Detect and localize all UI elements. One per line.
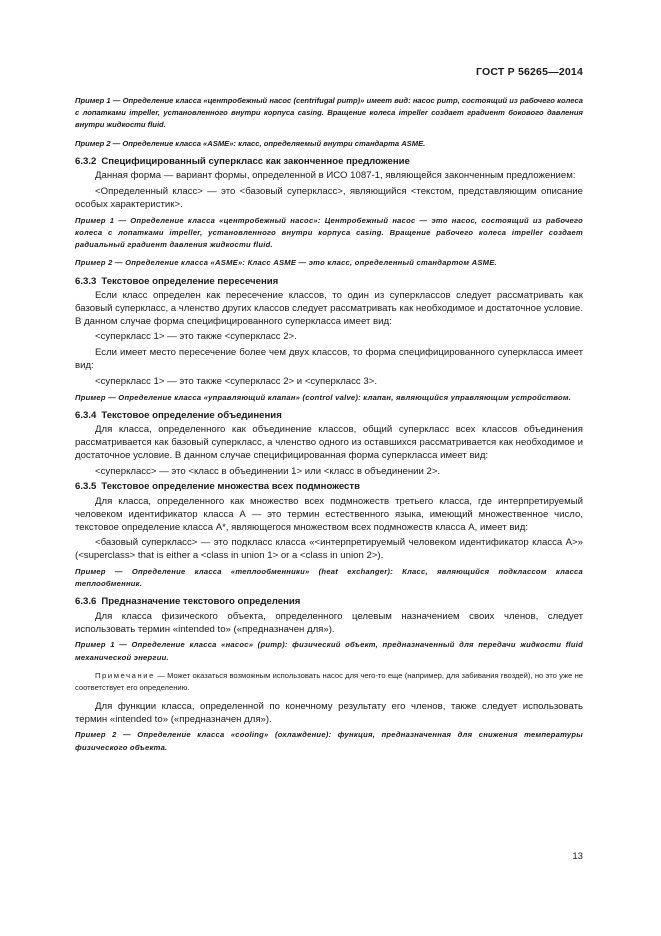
note-text: — Может оказаться возможным использовать насос для чего-то еще (например, для забивания гвоздей), но это уже не соответствует его определению. xyxy=(75,670,583,692)
example-text: Пример 1 — Определение класса «центробежный насос»: Центробежный насос — это насос, состоящий из рабочего колеса с лопатками impeller, установленного внутри корпуса casing. Вращение рабочего колеса impeller создает радиальный градиент давления жидкости fluid. xyxy=(75,215,583,250)
paragraph: <суперкласс> — это <класс в объединении 1> или <класс в объединении 2>. xyxy=(95,465,441,477)
paragraph: Если имеет место пересечение более чем двух классов, то форма специфицированного суперкласса имеет вид: xyxy=(75,347,583,371)
section-number: 6.3.2 xyxy=(75,155,97,167)
note-label: Примечание xyxy=(95,670,155,680)
section-number: 6.3.3 xyxy=(75,275,97,287)
page-number: 13 xyxy=(572,851,583,862)
section-number: 6.3.5 xyxy=(75,481,97,493)
paragraph: <суперкласс 1> — это также <суперкласс 2>. xyxy=(95,331,297,343)
example-text: Пример 2 — Определение класса «cooling» (охлаждение): функция, предназначенная для снижения температуры физического объекта. xyxy=(75,730,583,752)
section-title: Предназначение текстового определения xyxy=(101,596,301,608)
section-heading xyxy=(75,156,583,169)
section-heading xyxy=(75,481,583,494)
paragraph: <Определенный класс> — это <базовый суперкласс>, являющийся <текстом, представляющим описание особых характеристик>. xyxy=(75,186,583,210)
paragraph: Для класса, определенного как множество всех подмножеств третьего класса, где интерпретируемый человеком идентификатор класса А — это термин естественного языка, имеющий множественное число, текстовое определение класса А*, являющегося множеством всех подмножеств класса А, имеет вид: xyxy=(75,495,583,533)
section-title: Специфицированный суперкласс как законченное предложение xyxy=(101,155,410,167)
section-title: Текстовое определение пересечения xyxy=(101,275,279,287)
section-number: 6.3.6 xyxy=(75,596,97,608)
section-title: Текстовое определение объединения xyxy=(101,409,282,421)
example-text: Пример — Определение класса «управляющий клапан» (control valve): клапан, являющийся управляющим устройством. xyxy=(75,392,572,402)
paragraph: <базовый суперкласс> — это подкласс класса «<интерпретируемый человеком идентификатор класса А>» (<superclass> that is either a <class in union 1> or a <class in union 2>). xyxy=(75,537,583,562)
paragraph: Если класс определен как пересечение классов, то один из суперклассов следует рассматривать как базовый суперкласс, а членство других классов следует рассматривать как необходимое и достаточное условие. В данном случае форма специфицированного суперкласса имеет вид: xyxy=(75,290,583,327)
section-heading xyxy=(75,276,583,289)
section-heading xyxy=(75,596,583,609)
paragraph: Данная форма — вариант формы, определенной в ИСО 1087-1, являющейся законченным предложением: xyxy=(95,170,576,182)
paragraph: Для класса, определенного как объединение классов, общий суперкласс всех классов объединения рассматривается как базовый суперкласс, а членство одного из оставшихся рассматривается как необходимое и достаточное условие. В данном случае специфицированная форма суперкласса имеет вид: xyxy=(75,424,583,461)
note xyxy=(75,670,583,694)
section-title: Текстовое определение множества всех подмножеств xyxy=(101,481,360,493)
paragraph: Для функции класса, определенной по конечному результату его членов, также следует использовать термин «intended to» («предназначен для»). xyxy=(75,700,583,725)
section-heading xyxy=(75,410,583,423)
document-number: ГОСТ Р 56265—2014 xyxy=(475,66,583,78)
section-number: 6.3.4 xyxy=(75,409,97,421)
example-text: Пример 1 — Определение класса «центробежный насос (centrifugal pump)» имеет вид: насос pump, состоящий из рабочего колеса с лопатками impeller, установленного внутри корпуса casing. Вращение колеса impeller создает градиент бокового давления внутри жидкости fluid. xyxy=(75,96,583,130)
example-text: Пример 2 — Определение класса «ASME»: класс, определяемый внутри стандарта ASME. xyxy=(75,138,426,148)
example-text: Пример 2 — Определение класса «ASME»: Класс ASME — это класс, определенный стандартом ASME. xyxy=(75,258,497,268)
paragraph: Для класса физического объекта, определенного целевым назначением своих членов, следует использовать термин «intended to» («предназначен для»). xyxy=(75,610,583,635)
paragraph: <суперкласс 1> — это также <суперкласс 2> и <суперкласс 3>. xyxy=(95,375,377,387)
example-text: Пример — Определение класса «теплообменники» (heat exchanger): Класс, являющийся подклассом класса теплообменник. xyxy=(75,566,583,589)
page-content xyxy=(75,95,583,760)
example-text: Пример 1 — Определение класса «насос» (pump): физический объект, предназначенный для передачи жидкости fluid механической энергии. xyxy=(75,640,583,662)
